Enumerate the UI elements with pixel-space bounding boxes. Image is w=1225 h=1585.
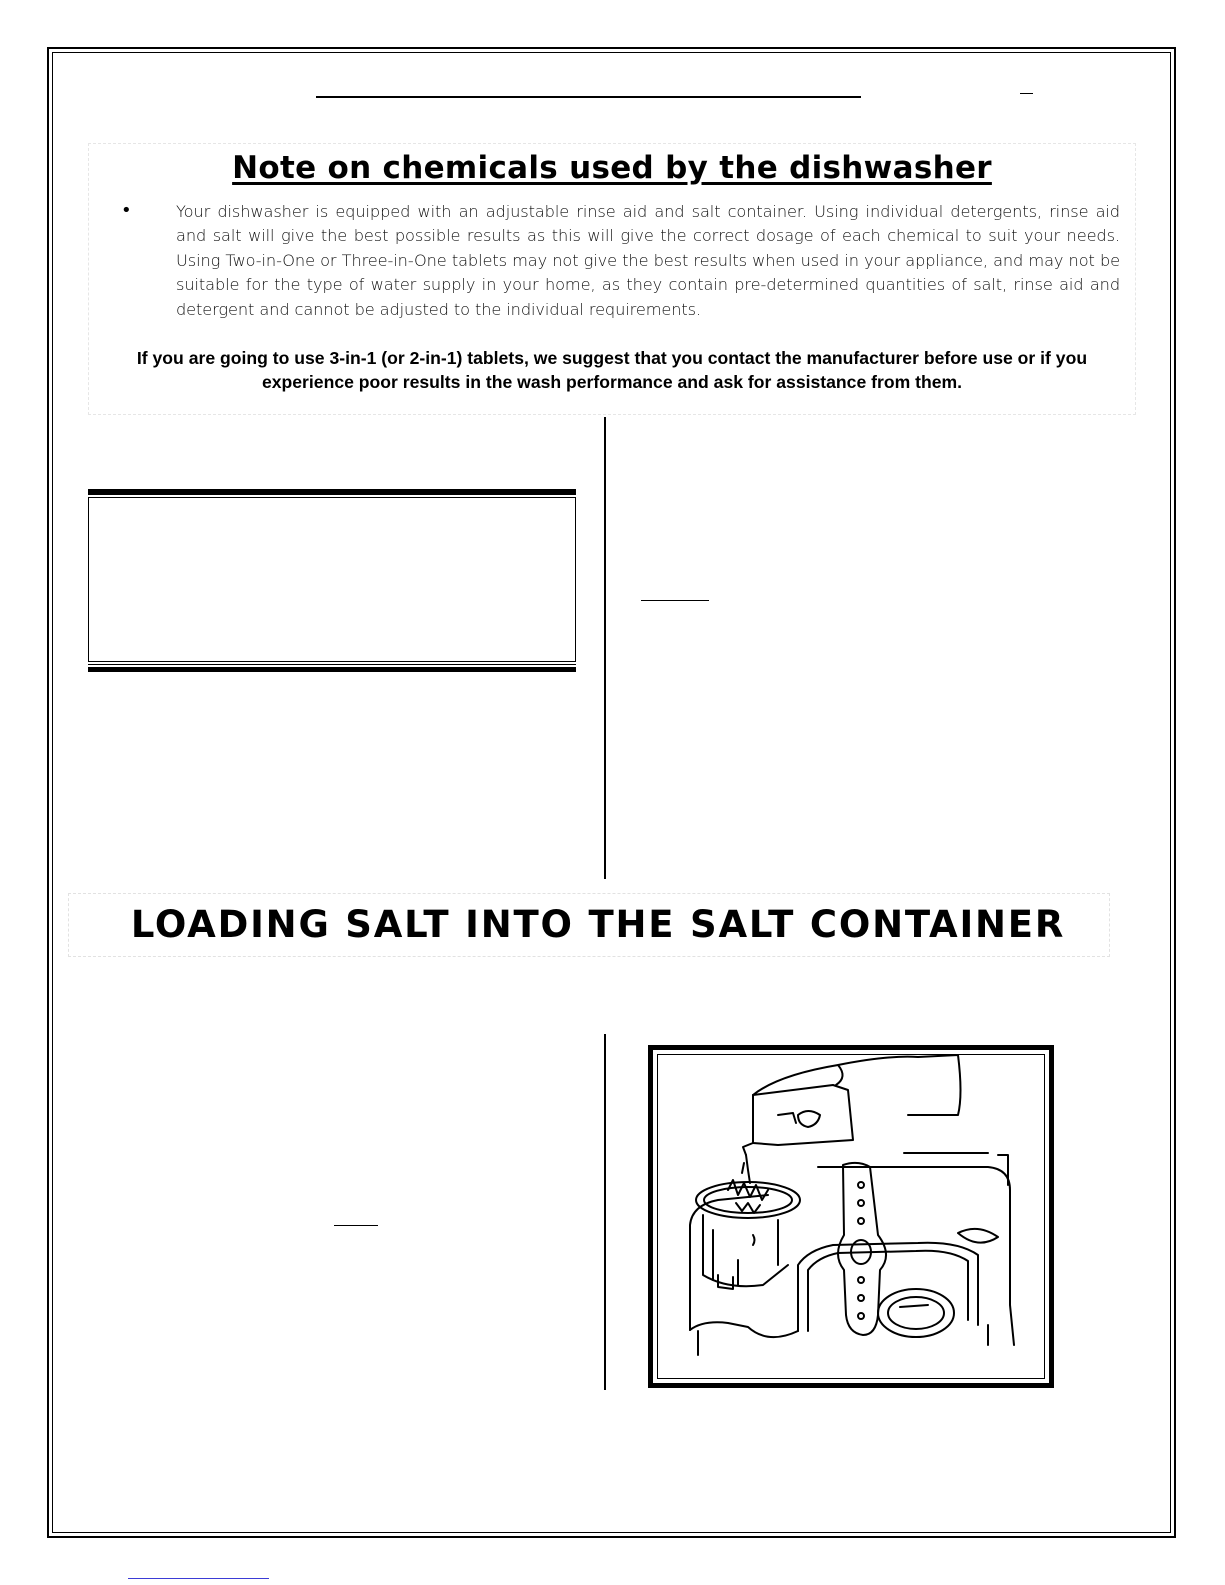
framed-box-top-rule [88,489,576,495]
framed-box-bottom-rule-thin [88,664,576,665]
salt-heading: LOADING SALT INTO THE SALT CONTAINER [130,903,1066,946]
salt-loading-illustration [648,1045,1054,1388]
footer-link-underline [128,1578,269,1579]
note-advice: If you are going to use 3-in-1 (or 2-in-1) tablets, we suggest that you contact the manufacturer before use or if you experience poor results in the wash performance and ask for assistance from them. [136,348,1088,392]
bullet-point: • [121,200,132,221]
column-divider-lower [604,1034,606,1390]
header-rule [316,96,861,98]
short-rule-left [334,1225,378,1226]
empty-framed-box [88,489,576,674]
framed-box-body [88,497,576,662]
illustration-inner-frame [657,1054,1045,1379]
note-title: Note on chemicals used by the dishwasher [232,150,992,186]
note-body: Your dishwasher is equipped with an adjustable rinse aid and salt container. Using individual detergents, rinse aid and salt will give the best possible results as this will give the correct dosage of each chemical to suit your needs. Using Two-in-One or Three-in-One tablets may not give the best results when used in your appliance, and may not be suitable for the type of water supply in your home, as they contain pre-determined quantities of salt, rinse aid and detergent and cannot be adjusted to the individual requirements. [176,202,1120,319]
short-rule-right [641,600,709,601]
column-divider-upper [604,417,606,879]
framed-box-bottom-rule-thick [88,667,576,672]
hand-pouring-salt-icon [658,1055,1044,1378]
header-mark [1020,93,1033,94]
